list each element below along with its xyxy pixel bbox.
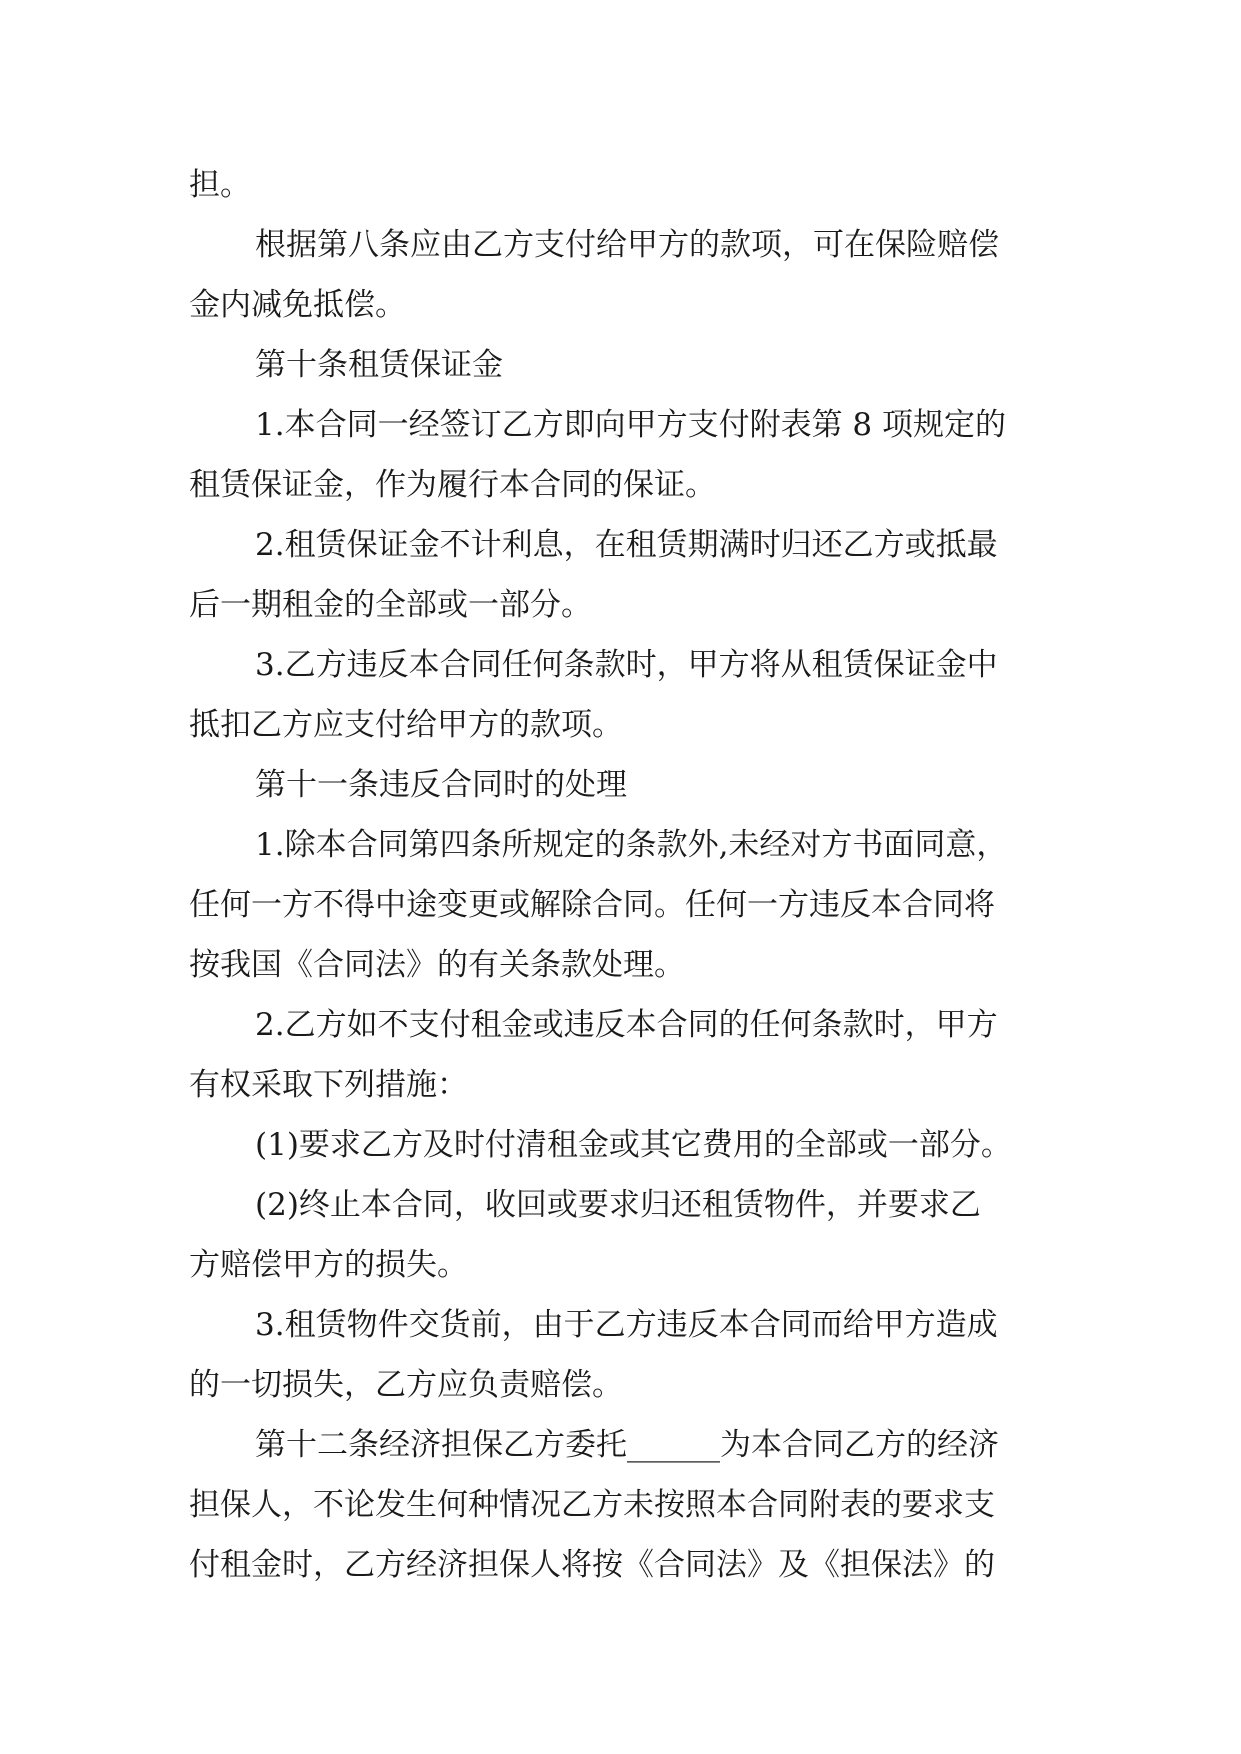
- text-line: 方赔偿甲方的损失。: [189, 1247, 468, 1283]
- text-line: 金内减免抵偿。: [189, 287, 406, 323]
- text-line: 2.租赁保证金不计利息，在租赁期满时归还乙方或抵最: [255, 527, 998, 563]
- document-body: [189, 155, 1069, 1595]
- text-line: 1.本合同一经签订乙方即向甲方支付附表第 8 项规定的: [255, 407, 1007, 443]
- text-line: 付租金时，乙方经济担保人将按《合同法》及《担保法》的: [189, 1547, 995, 1583]
- section-heading: 第十条租赁保证金: [255, 347, 503, 383]
- text-line: 担。: [189, 167, 251, 203]
- text-line: 担保人，不论发生何种情况乙方未按照本合同附表的要求支: [189, 1487, 995, 1523]
- text-line: (1)要求乙方及时付清租金或其它费用的全部或一部分。: [255, 1127, 1012, 1163]
- text-line: 3.乙方违反本合同任何条款时，甲方将从租赁保证金中: [255, 647, 998, 683]
- text-line: 抵扣乙方应支付给甲方的款项。: [189, 707, 623, 743]
- text-line: 有权采取下列措施：: [189, 1067, 468, 1103]
- section-heading: 第十一条违反合同时的处理: [255, 767, 627, 803]
- text-line: 根据第八条应由乙方支付给甲方的款项，可在保险赔偿: [255, 227, 999, 263]
- text-line: 2.乙方如不支付租金或违反本合同的任何条款时，甲方: [255, 1007, 998, 1043]
- section-heading: 第十二条经济担保乙方委托______为本合同乙方的经济: [255, 1427, 999, 1463]
- text-line: 3.租赁物件交货前，由于乙方违反本合同而给甲方造成: [255, 1307, 998, 1343]
- text-line: (2)终止本合同，收回或要求归还租赁物件，并要求乙: [255, 1187, 981, 1223]
- text-line: 1.除本合同第四条所规定的条款外,未经对方书面同意，: [255, 827, 1008, 863]
- text-line: 租赁保证金，作为履行本合同的保证。: [189, 467, 716, 503]
- text-line: 按我国《合同法》的有关条款处理。: [189, 947, 685, 983]
- text-line: 任何一方不得中途变更或解除合同。任何一方违反本合同将: [189, 887, 995, 923]
- text-line: 后一期租金的全部或一部分。: [189, 587, 592, 623]
- text-line: 的一切损失，乙方应负责赔偿。: [189, 1367, 623, 1403]
